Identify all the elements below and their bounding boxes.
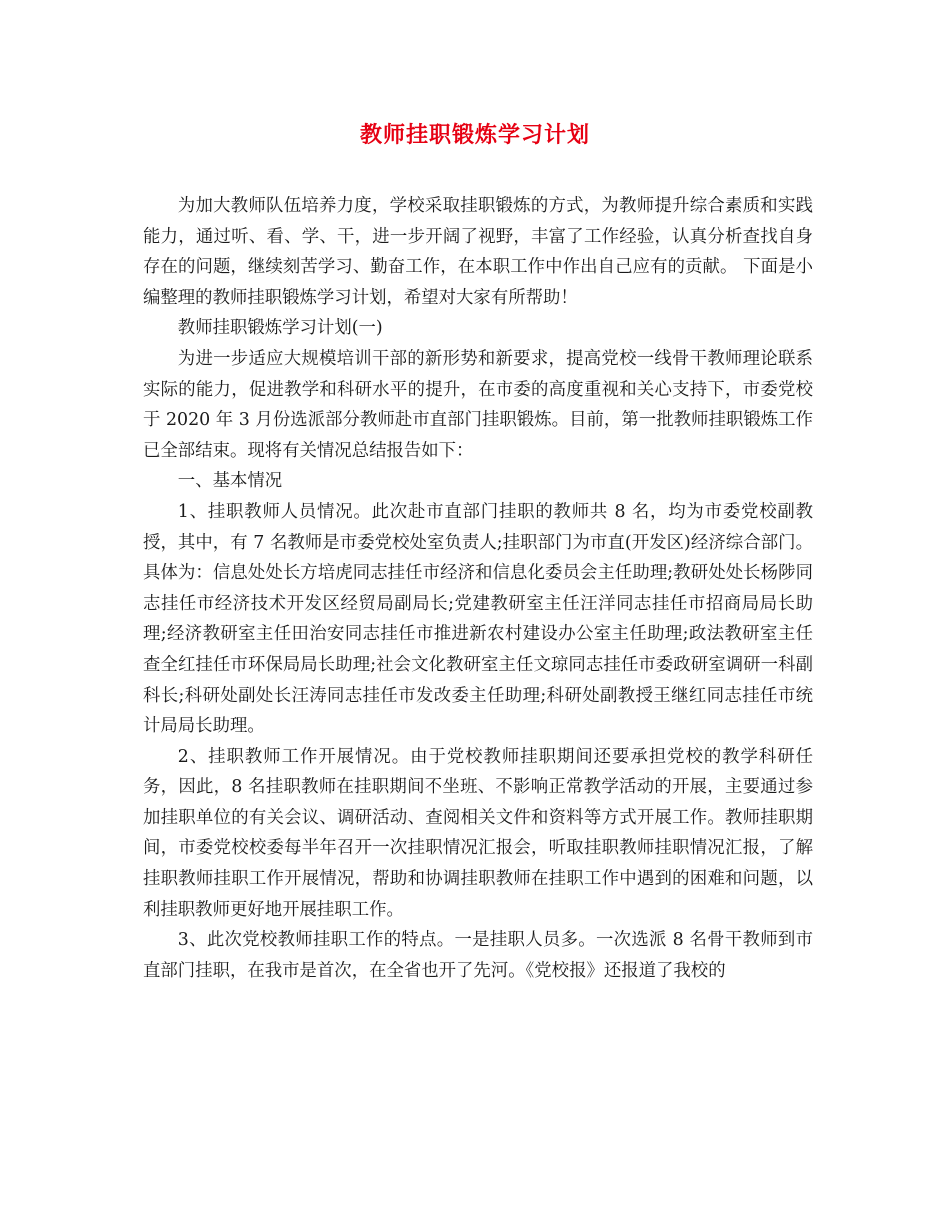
paragraph-section-heading: 教师挂职锻炼学习计划(一) [177,318,383,339]
document-body [143,191,813,986]
paragraph-background: 为进一步适应大规模培训干部的新形势和新要求，提高党校一线骨干教师理论联系实际的能力，促进教学和科研水平的提升，在市委的高度重视和关心支持下，市委党校于 2020 年 3 月份选派部分教师赴市直部门挂职锻炼。目前，第一批教师挂职锻炼工作已全部结束。现将有关情况总结报告如下： [143,348,813,461]
paragraph-features: 3、此次党校教师挂职工作的特点。一是挂职人员多。一次选派 8 名骨干教师到市直部门挂职，在我市是首次，在全省也开了先河。《党校报》还报道了我校的 [143,930,813,981]
paragraph-basic-info-heading: 一、基本情况 [177,471,283,492]
paragraph-intro: 为加大教师队伍培养力度，学校采取挂职锻炼的方式，为教师提升综合素质和实践能力，通过听、看、学、干，进一步开阔了视野，丰富了工作经验，认真分析查找自身存在的问题，继续刻苦学习、勤奋工作，在本职工作中作出自己应有的贡献。 下面是小编整理的教师挂职锻炼学习计划，希望对大家有所帮助！ [143,196,813,308]
paragraph-staff-info: 1、挂职教师人员情况。此次赴市直部门挂职的教师共 8 名，均为市委党校副教授，其中，有 7 名教师是市委党校处室负责人;挂职部门为市直(开发区)经济综合部门。具体为：信息处处长方培虎同志挂任市经济和信息化委员会主任助理;教研处处长杨陟同志挂任市经济技术开发区经贸局副局长;党建教研室主任汪洋同志挂任市招商局局长助理;经济教研室主任田治安同志挂任市推进新农村建设办公室主任助理;政法教研室主任查全红挂任市环保局局长助理;社会文化教研室主任文琼同志挂任市委政研室调研一科副科长;科研处副处长汪涛同志挂任市发改委主任助理;科研处副教授王继红同志挂任市统计局局长助理。 [143,501,813,737]
paragraph-work-progress: 2、挂职教师工作开展情况。由于党校教师挂职期间还要承担党校的教学科研任务，因此，8 名挂职教师在挂职期间不坐班、不影响正常教学活动的开展，主要通过参加挂职单位的有关会议、调研活动、查阅相关文件和资料等方式开展工作。教师挂职期间，市委党校校委每半年召开一次挂职情况汇报会，听取挂职教师挂职情况汇报，了解挂职教师挂职工作开展情况，帮助和协调挂职教师在挂职工作中遇到的困难和问题，以利挂职教师更好地开展挂职工作。 [143,746,813,920]
document-title: 教师挂职锻炼学习计划 [359,122,590,148]
